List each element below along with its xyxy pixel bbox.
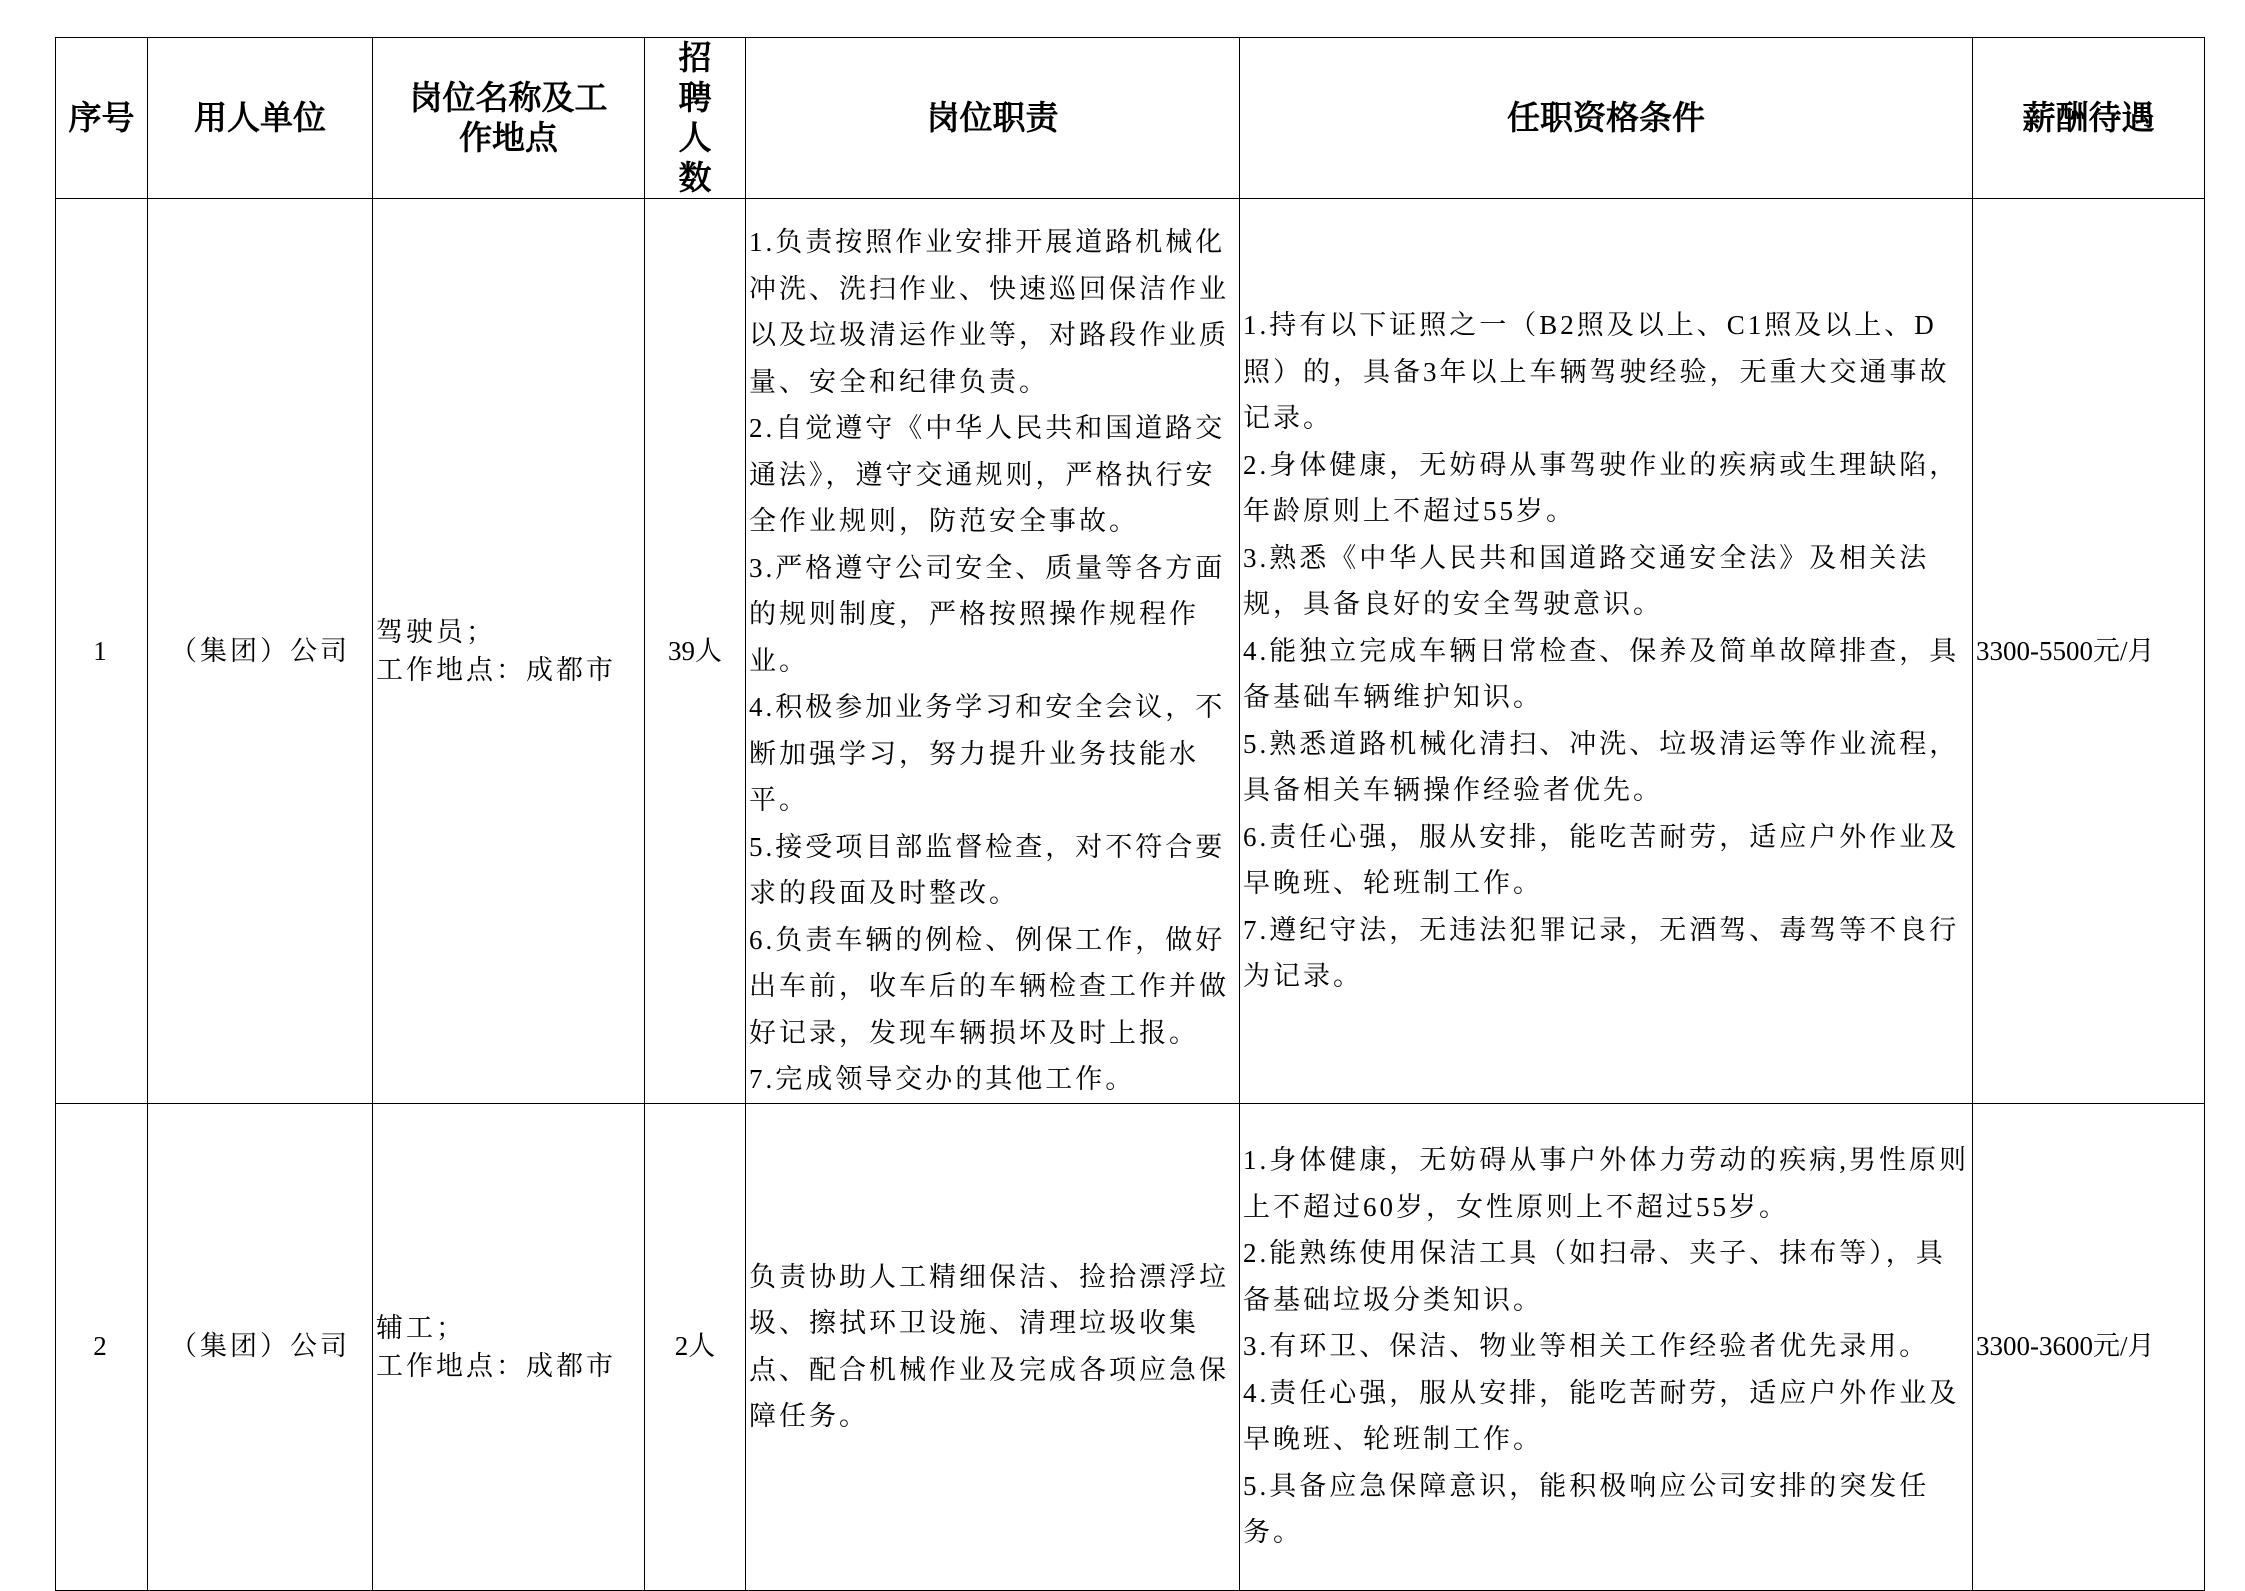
row-position: 辅工；	[376, 1312, 466, 1343]
qualification-item: 1.身体健康，无妨碍从事户外体力劳动的疾病,男性原则上不超过60岁，女性原则上不超过55岁。	[1243, 1145, 1969, 1222]
duty-item: 6.负责车辆的例检、例保工作，做好出车前，收车后的车辆检查工作并做好记录，发现车辆损坏及时上报。	[749, 924, 1229, 1048]
duty-item: 负责协助人工精细保洁、捡拾漂浮垃圾、擦拭环卫设施、清理垃圾收集点、配合机械作业及完成各项应急保障任务。	[749, 1261, 1229, 1431]
row-qualifications	[1240, 1103, 1973, 1590]
header-employer: 用人单位	[148, 38, 373, 199]
table-row	[56, 1103, 2205, 1590]
qualification-item: 2.身体健康，无妨碍从事驾驶作业的疾病或生理缺陷，年龄原则上不超过55岁。	[1243, 449, 1960, 526]
header-row	[56, 38, 2205, 199]
duty-item: 2.自觉遵守《中华人民共和国道路交通法》，遵守交通规则，严格执行安全作业规则，防范安全事故。	[749, 413, 1226, 536]
recruitment-table	[55, 37, 2205, 1591]
qualification-item: 5.具备应急保障意识，能积极响应公司安排的突发任务。	[1243, 1470, 1930, 1548]
row-position: 驾驶员；	[376, 616, 496, 647]
row-index: 2	[56, 1103, 148, 1590]
duty-item: 1.负责按照作业安排开展道路机械化冲洗、洗扫作业、快速巡回保洁作业以及垃圾清运作业等，对路段作业质量、安全和纪律负责。	[749, 227, 1229, 397]
row-salary: 3300-5500元/月	[1973, 199, 2205, 1104]
row-location: 工作地点：成都市	[376, 654, 616, 685]
duty-item: 4.积极参加业务学习和安全会议，不断加强学习，努力提升业务技能水平。	[749, 692, 1226, 815]
table-row	[56, 199, 2205, 1104]
duty-item: 5.接受项目部监督检查，对不符合要求的段面及时整改。	[749, 831, 1226, 908]
row-salary: 3300-3600元/月	[1973, 1103, 2205, 1590]
row-employer: （集团）公司	[148, 199, 373, 1104]
row-qualifications	[1240, 199, 1973, 1104]
qualification-item: 7.遵纪守法，无违法犯罪记录，无酒驾、毒驾等不良行为记录。	[1243, 914, 1960, 991]
header-qualifications: 任职资格条件	[1240, 38, 1973, 199]
header-position: 岗位名称及工作地点	[373, 38, 645, 199]
qualification-item: 3.有环卫、保洁、物业等相关工作经验者优先录用。	[1243, 1331, 1930, 1362]
row-headcount: 2人	[645, 1103, 746, 1590]
row-location: 工作地点：成都市	[376, 1350, 616, 1381]
header-duties: 岗位职责	[746, 38, 1240, 199]
row-headcount: 39人	[645, 199, 746, 1104]
qualification-item: 1.持有以下证照之一（B2照及以上、C1照及以上、D照）的，具备3年以上车辆驾驶经验，无重大交通事故记录。	[1243, 310, 1950, 433]
duty-item: 7.完成领导交办的其他工作。	[749, 1064, 1136, 1094]
qualification-item: 4.责任心强，服从安排，能吃苦耐劳，适应户外作业及早晚班、轮班制工作。	[1243, 1377, 1960, 1455]
row-employer: （集团）公司	[148, 1103, 373, 1590]
qualification-item: 2.能熟练使用保洁工具（如扫帚、夹子、抹布等），具备基础垃圾分类知识。	[1243, 1238, 1946, 1315]
qualification-item: 6.责任心强，服从安排，能吃苦耐劳，适应户外作业及早晚班、轮班制工作。	[1243, 821, 1960, 898]
row-position-cell	[373, 199, 645, 1104]
header-headcount: 招聘人数	[645, 38, 746, 199]
header-index: 序号	[56, 38, 148, 199]
row-duties	[746, 1103, 1240, 1590]
qualification-item: 4.能独立完成车辆日常检查、保养及简单故障排查，具备基础车辆维护知识。	[1243, 635, 1960, 712]
qualification-item: 5.熟悉道路机械化清扫、冲洗、垃圾清运等作业流程，具备相关车辆操作经验者优先。	[1243, 728, 1960, 805]
qualification-item: 3.熟悉《中华人民共和国道路交通安全法》及相关法规，具备良好的安全驾驶意识。	[1243, 542, 1930, 619]
duty-item: 3.严格遵守公司安全、质量等各方面的规则制度，严格按照操作规程作业。	[749, 552, 1226, 676]
row-position-cell	[373, 1103, 645, 1590]
row-index: 1	[56, 199, 148, 1104]
header-salary: 薪酬待遇	[1973, 38, 2205, 199]
row-duties	[746, 199, 1240, 1104]
